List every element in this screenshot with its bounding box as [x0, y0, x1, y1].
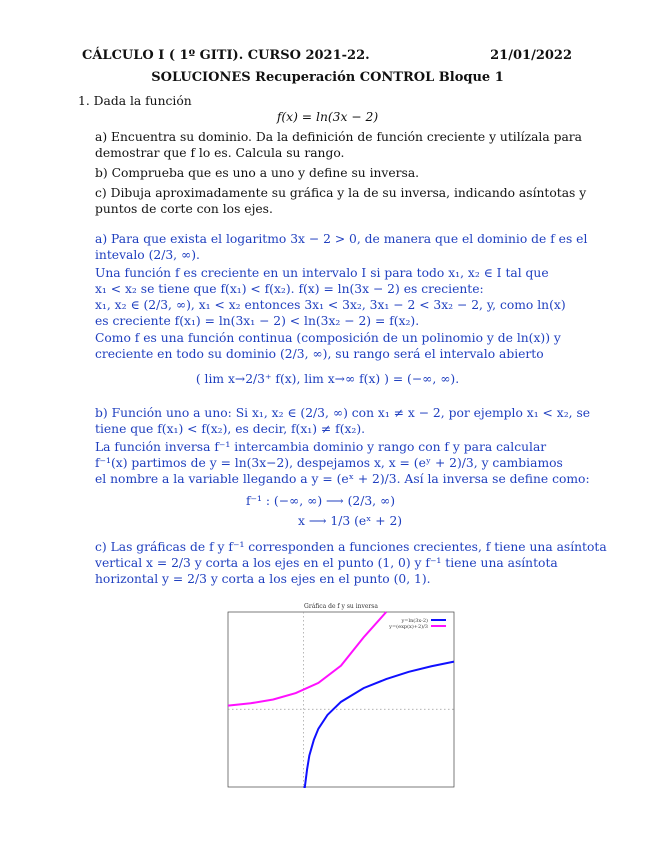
question-a-2: demostrar que f lo es. Calcula su rango.: [95, 146, 345, 160]
inverse-definition-2: x ⟶ 1/3 (eˣ + 2): [298, 514, 403, 528]
sol-b-line-1: tiene que f(x₁) < f(x₂), es decir, f(x₁) ≠ f(x₂).: [95, 422, 366, 436]
question-b: b) Comprueba que es uno a uno y define su inversa.: [95, 166, 420, 180]
sol-a-line-5: es creciente f(x₁) = ln(3x₁ − 2) < ln(3x₂ − 2) = f(x₂).: [95, 314, 420, 328]
chart-axes: [228, 612, 454, 787]
sol-b-line-3: f⁻¹(x) partimos de y = ln(3x−2), despejamos x, x = (eʸ + 2)/3, y cambiamos: [95, 456, 563, 470]
chart-curves: [228, 612, 454, 787]
sol-a-line-0: a) Para que exista el logaritmo 3x − 2 > 0, de manera que el dominio de f es el: [95, 232, 588, 246]
course-title: CÁLCULO I ( 1º GITI). CURSO 2021-22.: [82, 48, 370, 63]
series-line-0: [303, 662, 454, 787]
sol-a-line-3: x₁ < x₂ se tiene que f(x₁) < f(x₂). f(x) = ln(3x − 2) es creciente:: [95, 282, 484, 296]
question-a-1: a) Encuentra su dominio. Da la definición de función creciente y utilízala para: [95, 130, 582, 144]
sol-a-line-1: intevalo (2/3, ∞).: [95, 248, 200, 262]
range-limit-formula: ( lim x→2/3⁺ f(x), lim x→∞ f(x) ) = (−∞, ∞).: [195, 372, 460, 386]
page-subtitle: SOLUCIONES Recuperación CONTROL Bloque 1: [151, 70, 504, 85]
plot-frame: [228, 612, 454, 787]
sol-b-line-2: La función inversa f⁻¹ intercambia dominio y rango con f y para calcular: [95, 440, 547, 454]
legend-label-1: y=(exp(x)+2)/3: [389, 624, 428, 630]
sol-a-line-2: Una función f es creciente en un intervalo I si para todo x₁, x₂ ∈ I tal que: [95, 266, 549, 280]
sol-a-line-6: Como f es una función continua (composición de un polinomio y de ln(x)) y: [95, 331, 561, 345]
chart-title: Gráfica de f y su inversa: [304, 603, 378, 610]
exam-date: 21/01/2022: [490, 48, 572, 63]
sol-c-line-1: vertical x = 2/3 y corta a los ejes en el punto (1, 0) y f⁻¹ tiene una asíntota: [95, 556, 558, 570]
sol-b-line-4: el nombre a la variable llegando a y = (eˣ + 2)/3. Así la inversa se define como:: [95, 472, 590, 486]
sol-a-line-7: creciente en todo su dominio (2/3, ∞), su rango será el intervalo abierto: [95, 347, 544, 361]
sol-a-line-4: x₁, x₂ ∈ (2/3, ∞), x₁ < x₂ entonces 3x₁ < 3x₂, 3x₁ − 2 < 3x₂ − 2, y, como ln(x): [95, 298, 566, 312]
inverse-definition-1: f⁻¹ : (−∞, ∞) ⟶ (2/3, ∞): [246, 494, 396, 508]
chart-legend: [388, 617, 446, 630]
question-c-1: c) Dibuja aproximadamente su gráfica y la de su inversa, indicando asíntotas y: [95, 186, 587, 200]
legend-label-0: y=ln(3x-2): [401, 618, 428, 624]
problem-intro: 1. Dada la función: [78, 94, 192, 108]
function-definition: f(x) = ln(3x − 2): [276, 110, 379, 124]
sol-b-line-0: b) Función uno a uno: Si x₁, x₂ ∈ (2/3, ∞) con x₁ ≠ x − 2, por ejemplo x₁ < x₂, se: [95, 406, 591, 420]
series-line-1: [228, 612, 386, 706]
sol-c-line-2: horizontal y = 2/3 y corta a los ejes en el punto (0, 1).: [95, 572, 431, 586]
question-c-2: puntos de corte con los ejes.: [95, 202, 273, 216]
sol-c-line-0: c) Las gráficas de f y f⁻¹ corresponden a funciones crecientes, f tiene una asíntota: [95, 540, 607, 554]
